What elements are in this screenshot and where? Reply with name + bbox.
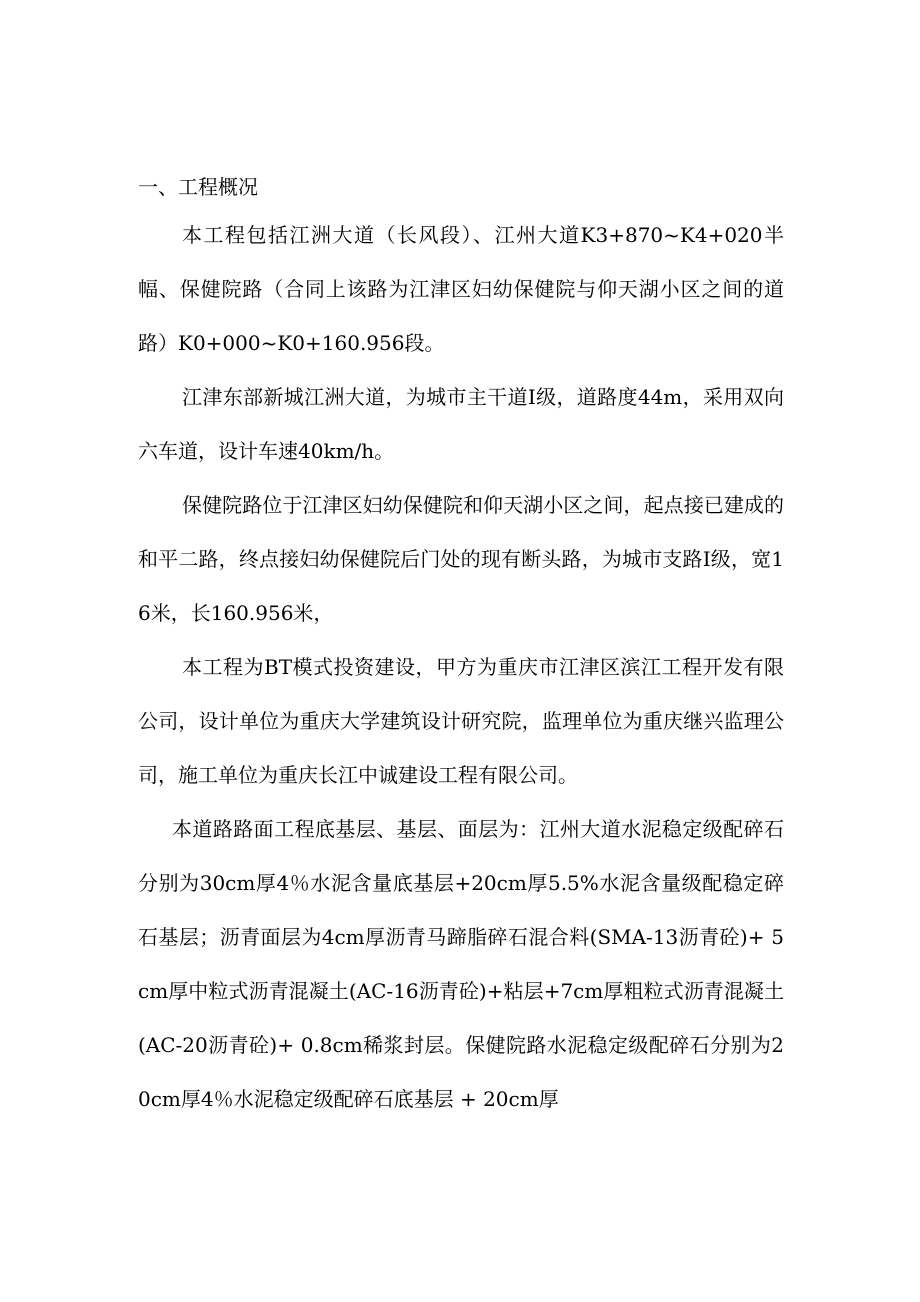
paragraph-jiangzhou-avenue: 江津东部新城江洲大道，为城市主干道Ⅰ级，道路度44m，采用双向六车道，设计车速40km/h。 <box>138 385 784 463</box>
paragraph-pavement-layers: 本道路路面工程底基层、基层、面层为：江州大道水泥稳定级配碎石分别为30cm厚4％水泥含量底基层+20cm厚5.5%水泥含量级配稳定碎石基层；沥青面层为4cm厚沥青马蹄脂碎石混合料(SMA-13沥青砼)+ 5cm厚中粒式沥青混凝土(AC-16沥青砼)+粘层+7cm厚粗粒式沥青混凝土(AC-20沥青砼)+ 0.8cm稀浆封层。保健院路水泥稳定级配碎石分别为20cm厚4％水泥稳定级配碎石底基层 + 20cm厚 <box>138 817 784 1111</box>
paragraph-project-scope: 本工程包括江洲大道（长风段）、江州大道K3+870~K4+020半幅、保健院路（合同上该路为江津区妇幼保健院与仰天湖小区之间的道路）K0+000~K0+160.956段。 <box>138 223 784 355</box>
section-heading: 一、工程概况 <box>138 175 258 199</box>
paragraph-investment-parties: 本工程为BT模式投资建设，甲方为重庆市江津区滨江工程开发有限公司，设计单位为重庆大学建筑设计研究院，监理单位为重庆继兴监理公司，施工单位为重庆长江中诚建设工程有限公司。 <box>138 655 784 787</box>
document-body <box>138 168 784 1126</box>
paragraph-baojianyuan-road: 保健院路位于江津区妇幼保健院和仰天湖小区之间，起点接已建成的和平二路，终点接妇幼保健院后门处的现有断头路，为城市支路Ⅰ级，宽16米，长160.956米， <box>138 493 784 625</box>
